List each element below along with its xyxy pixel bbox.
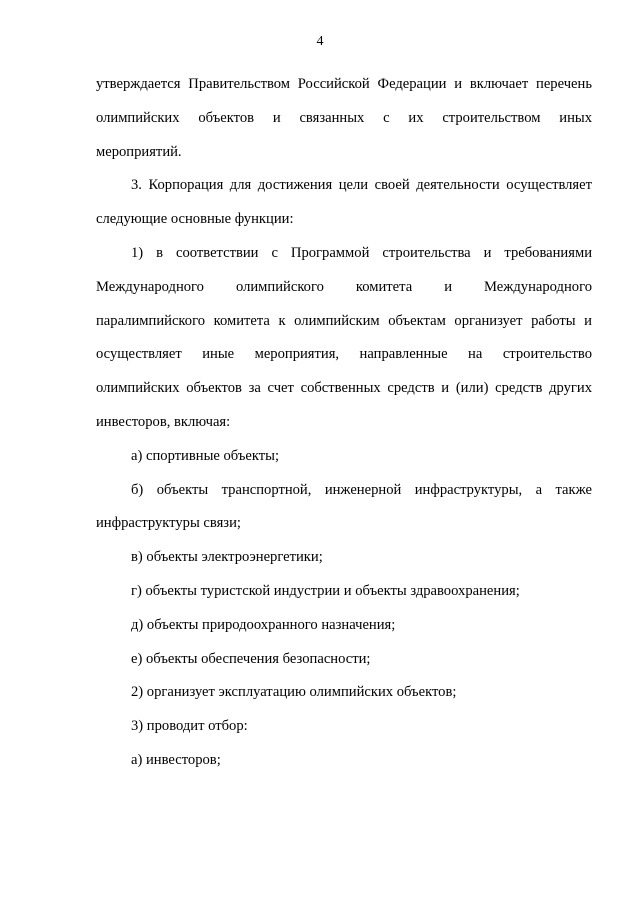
paragraph (96, 440, 592, 474)
paragraph (96, 676, 592, 710)
paragraph (96, 643, 592, 677)
text-line: е) объекты обеспечения безопасности; (131, 650, 371, 667)
paragraph (96, 744, 592, 778)
text-line: олимпийских объектов за счет собственных средств и (или) средств других (96, 380, 592, 397)
paragraph (96, 474, 592, 542)
document-body (96, 68, 592, 778)
text-line: г) объекты туристской индустрии и объекты здравоохранения; (131, 582, 520, 599)
paragraph (96, 68, 592, 169)
text-line: а) спортивные объекты; (131, 447, 280, 464)
text-line: мероприятий. (96, 143, 182, 160)
text-line: паралимпийского комитета к олимпийским объектам организует работы и (96, 312, 592, 329)
text-line: 3. Корпорация для достижения цели своей деятельности осуществляет (131, 177, 592, 194)
paragraph (96, 169, 592, 237)
text-line: Международного олимпийского комитета и Международного (96, 278, 592, 295)
paragraph (96, 575, 592, 609)
text-line: осуществляет иные мероприятия, направленные на строительство (96, 346, 592, 363)
paragraph (96, 237, 592, 440)
text-line: д) объекты природоохранного назначения; (131, 616, 396, 633)
page-number: 4 (316, 34, 324, 49)
text-line: 1) в соответствии с Программой строительства и требованиями (131, 244, 592, 261)
paragraph (96, 609, 592, 643)
text-line: в) объекты электроэнергетики; (131, 549, 323, 566)
text-line: инвесторов, включая: (96, 413, 231, 430)
text-line: олимпийских объектов и связанных с их строительством иных (96, 109, 592, 126)
text-line: б) объекты транспортной, инженерной инфраструктуры, а также (131, 481, 592, 498)
text-line: 2) организует эксплуатацию олимпийских объектов; (131, 684, 457, 701)
text-line: 3) проводит отбор: (131, 718, 248, 735)
paragraph (96, 541, 592, 575)
text-line: утверждается Правительством Российской Федерации и включает перечень (96, 76, 592, 92)
text-line: а) инвесторов; (131, 751, 221, 768)
paragraph (96, 710, 592, 744)
text-line: инфраструктуры связи; (96, 515, 241, 532)
text-line: следующие основные функции: (96, 211, 294, 228)
